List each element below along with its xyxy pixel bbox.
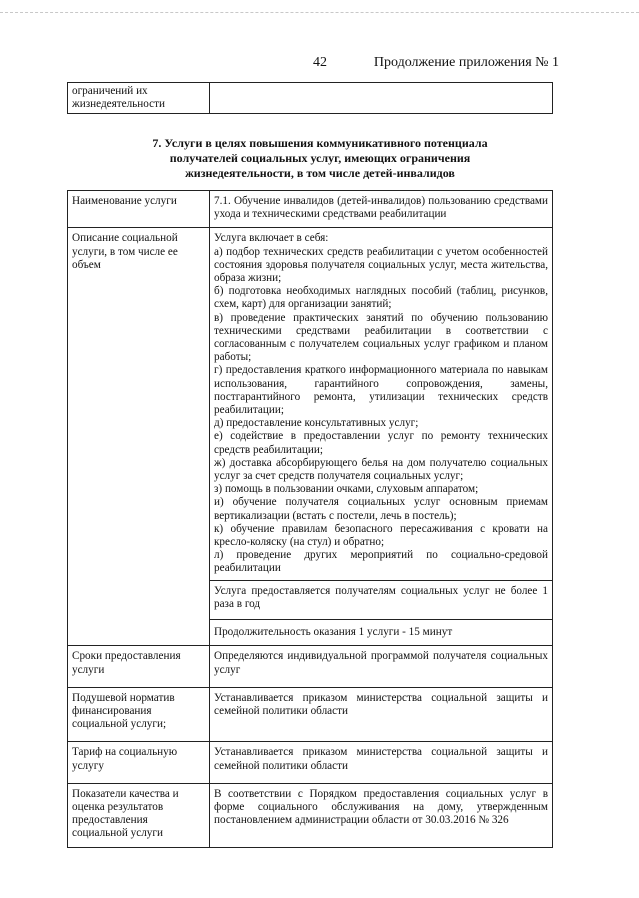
table-row: [68, 687, 553, 742]
norm-label: Подушевой норматив финансирования социальной услуги;: [68, 687, 210, 742]
description-item: е) содействие в предоставлении услуг по ремонту технических средств реабилитации;: [214, 430, 548, 456]
description-duration: Продолжительность оказания 1 услуги - 15 минут: [210, 620, 553, 646]
norm-value: Устанавливается приказом министерства социальной защиты и семейной политики области: [210, 687, 553, 742]
description-item: и) обучение получателя социальных услуг основным приемам вертикализации (встать с постели, лечь в постель);: [214, 496, 548, 522]
table-row: [68, 191, 553, 228]
table-row: [68, 783, 553, 847]
description-item: б) подготовка необходимых наглядных пособий (таблиц, рисунков, схем, карт) для организации занятий;: [214, 285, 548, 311]
description-items-cell: [210, 228, 553, 580]
top-continuation-table: [67, 82, 553, 114]
description-item: в) проведение практических занятий по обучению пользованию техническими средствами реабилитации в соответствии с согласованным с получателем социальных услуг графиком и планом работы;: [214, 311, 548, 364]
description-item: к) обучение правилам безопасного пересаживания с кровати на кресло-коляску (на стул) и обратно;: [214, 522, 548, 549]
continuation-line: ограничений их: [72, 85, 148, 97]
description-label: Описание социальной услуги, в том числе ее объем: [68, 228, 210, 646]
table-row: [68, 646, 553, 687]
terms-value: Определяются индивидуальной программой получателя социальных услуг: [210, 646, 553, 687]
terms-label: Сроки предоставления услуги: [68, 646, 210, 687]
description-item: ж) доставка абсорбирующего белья на дом получателю социальных услуг за счет средств получателя социальных услуг;: [214, 456, 548, 483]
section-title-line: жизнедеятельности, в том числе детей-инвалидов: [185, 166, 455, 180]
tariff-label: Тариф на социальную услугу: [68, 742, 210, 783]
description-frequency: Услуга предоставляется получателям социальных услуг не более 1 раза в год: [210, 580, 553, 619]
table-row: [68, 228, 553, 580]
description-item: а) подбор технических средств реабилитации с учетом особенностей состояния здоровья получателя социальных услуг, места жительства, образа жизни;: [214, 245, 548, 285]
tariff-value: Устанавливается приказом министерства социальной защиты и семейной политики области: [210, 742, 553, 783]
description-intro: Услуга включает в себя:: [214, 232, 329, 245]
appendix-label: Продолжение приложения № 1: [373, 55, 559, 70]
section-title-line: получателей социальных услуг, имеющих ограничения: [169, 151, 471, 165]
name-label: Наименование услуги: [68, 191, 210, 228]
continuation-line: жизнедеятельности: [72, 98, 165, 111]
quality-value: В соответствии с Порядком предоставления социальных услуг в форме социального обслуживания на дому, утвержденным постановлением администрации области от 30.03.2016 № 326: [210, 783, 553, 847]
section-title-line: 7. Услуги в целях повышения коммуникативного потенциала: [152, 136, 488, 150]
name-value: 7.1. Обучение инвалидов (детей-инвалидов) пользованию средствами ухода и техническими средствами реабилитации: [210, 191, 553, 228]
description-item: г) предоставления краткого информационного материала по навыкам использования, гарантийного сопровождения, замены, постгарантийного ремонта, утилизации технических средств реабилитации;: [214, 364, 548, 417]
description-item: л) проведение других мероприятий по социально-средовой реабилитации: [214, 549, 548, 575]
table-row: [68, 83, 553, 114]
scan-edge-line: [0, 12, 639, 13]
section-title: [110, 136, 530, 181]
description-item: з) помощь в пользовании очками, слуховым аппаратом;: [214, 483, 479, 496]
page-number: 42: [313, 55, 327, 70]
continuation-empty-cell: [210, 83, 553, 114]
service-table: [67, 190, 553, 848]
description-item: д) предоставление консультативных услуг;: [214, 417, 419, 430]
table-row: [68, 742, 553, 783]
continuation-label-cell: [68, 83, 210, 114]
quality-label: Показатели качества и оценка результатов предоставления социальной услуги: [68, 783, 210, 847]
